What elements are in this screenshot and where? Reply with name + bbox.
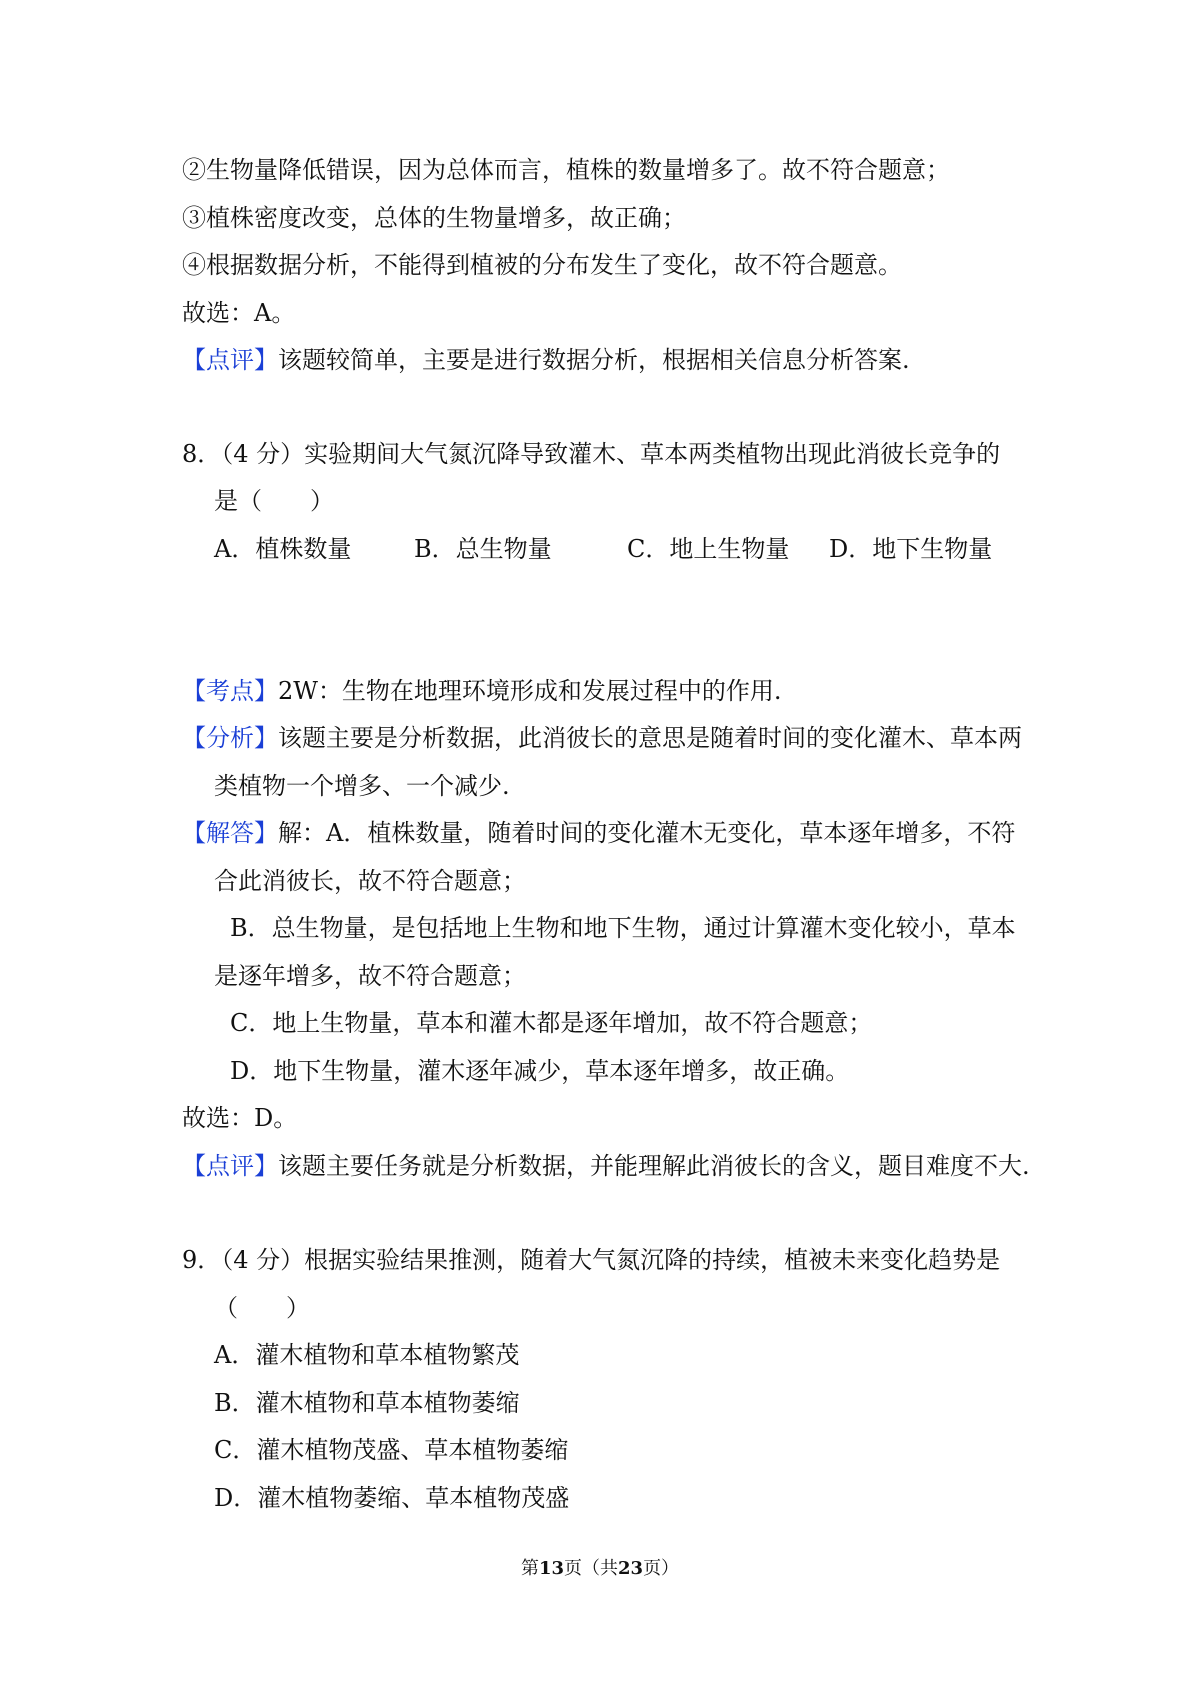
solution-line-2: ②生物量降低错误，因为总体而言，植株的数量增多了。故不符合题意；	[182, 156, 950, 184]
q9-stem-line-1	[182, 1243, 1000, 1277]
footer-page-number: 13	[538, 1558, 564, 1579]
jieda-line-1	[182, 816, 1015, 850]
solution-line-4: ④根据数据分析，不能得到植被的分布发生了变化，故不符合题意。	[182, 251, 902, 279]
footer-suffix: 页）	[643, 1558, 680, 1579]
jieda-line-3: B．总生物量，是包括地上生物和地下生物，通过计算灌木变化较小，草本	[230, 914, 1016, 942]
jieda-line-2: 合此消彼长，故不符合题意；	[214, 867, 526, 895]
q8-stem-line-2: 是（ ）	[214, 487, 334, 515]
fenxi-tag: 【分析】	[182, 724, 278, 752]
q8-stem-text-1: （4 分）实验期间大气氮沉降导致灌木、草本两类植物出现此消彼长竞争的	[221, 440, 1001, 468]
footer-mid: 页（共	[564, 1558, 618, 1579]
dianping-tag: 【点评】	[182, 1152, 278, 1180]
q8-option-c: C．地上生物量	[627, 535, 790, 563]
footer-prefix: 第	[520, 1558, 539, 1579]
page-footer	[0, 1556, 1200, 1582]
q8-number: 8．	[182, 440, 222, 468]
q9-option-d: D．灌木植物萎缩、草本植物茂盛	[214, 1484, 570, 1512]
q9-option-c: C．灌木植物茂盛、草本植物萎缩	[214, 1436, 569, 1464]
q8-option-d: D．地下生物量	[829, 535, 993, 563]
kaodian-line	[182, 674, 782, 708]
fenxi-line-2: 类植物一个增多、一个减少.	[214, 772, 510, 800]
dianping-text: 该题主要任务就是分析数据，并能理解此消彼长的含义，题目难度不大.	[278, 1152, 1030, 1180]
q8-option-a: A．植株数量	[214, 535, 352, 563]
jieda-text-1: 解：A．植株数量，随着时间的变化灌木无变化，草本逐年增多，不符	[278, 819, 1016, 847]
solution-line-3: ③植株密度改变，总体的生物量增多，故正确；	[182, 204, 686, 232]
answer-choice: 故选：A。	[182, 299, 296, 327]
jieda-line-6: D．地下生物量，灌木逐年减少，草本逐年增多，故正确。	[230, 1057, 850, 1085]
footer-total-pages: 23	[618, 1558, 644, 1579]
dianping-line	[182, 1149, 1030, 1183]
q9-number: 9．	[182, 1246, 222, 1274]
jieda-line-4: 是逐年增多，故不符合题意；	[214, 962, 526, 990]
q9-stem-line-2: （ ）	[214, 1294, 310, 1322]
kaodian-text: 2W：生物在地理环境形成和发展过程中的作用.	[278, 677, 782, 705]
jieda-line-5: C．地上生物量，草本和灌木都是逐年增加，故不符合题意；	[230, 1009, 873, 1037]
fenxi-text-1: 该题主要是分析数据，此消彼长的意思是随着时间的变化灌木、草本两	[278, 724, 1022, 752]
fenxi-line-1	[182, 721, 1022, 755]
q9-stem-text-1: （4 分）根据实验结果推测，随着大气氮沉降的持续，植被未来变化趋势是	[221, 1246, 1001, 1274]
comment-tag: 【点评】	[182, 346, 278, 374]
q8-answer-choice: 故选：D。	[182, 1104, 298, 1132]
q8-stem-line-1	[182, 437, 1000, 471]
q9-option-b: B．灌木植物和草本植物萎缩	[214, 1389, 520, 1417]
jieda-tag: 【解答】	[182, 819, 278, 847]
kaodian-tag: 【考点】	[182, 677, 278, 705]
q8-option-b: B．总生物量	[414, 535, 552, 563]
comment-text: 该题较简单，主要是进行数据分析，根据相关信息分析答案.	[278, 346, 910, 374]
comment-line	[182, 343, 910, 377]
q9-option-a: A．灌木植物和草本植物繁茂	[214, 1341, 520, 1369]
